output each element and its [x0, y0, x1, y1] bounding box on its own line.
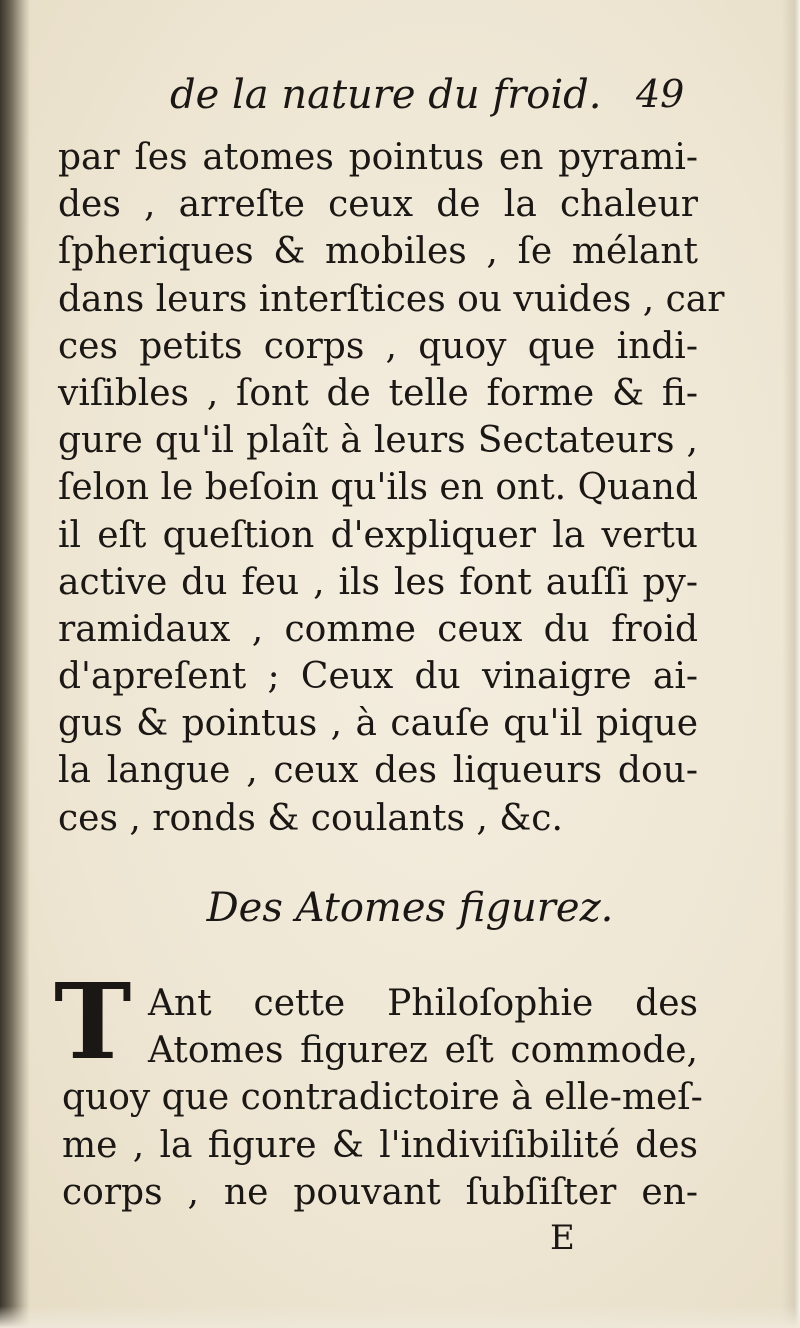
running-head: [170, 66, 710, 126]
text-line: ſpheriques & mobiles , ſe mélant: [58, 231, 698, 273]
section-heading-text: Des Atomes figurez.: [206, 885, 614, 931]
signature-mark: E: [550, 1218, 575, 1258]
page-gutter-shadow: [0, 0, 30, 1328]
text-line: corps , ne pouvant ſubſiſter en-: [62, 1171, 698, 1213]
text-line: ſelon le beſoin qu'ils en ont. Quand: [58, 467, 698, 509]
text-line: Atomes figurez eſt commode,: [148, 1030, 698, 1072]
page-right-edge: [782, 0, 800, 1328]
text-line: me , la figure & l'indiviſibilité des: [62, 1124, 698, 1166]
text-line: d'apreſent ; Ceux du vinaigre ai-: [58, 656, 698, 698]
text-line: Ant cette Philoſophie des: [148, 983, 698, 1024]
section-heading: [0, 880, 800, 936]
text-line: gus & pointus , à cauſe qu'il pique: [58, 703, 698, 745]
text-line: ramidaux , comme ceux du froid: [58, 608, 698, 650]
text-line: dans leurs interſtices ou vuides , car: [58, 278, 725, 320]
text-line: active du feu , ils les font auſſi py-: [58, 561, 698, 603]
text-line: il eſt queſtion d'expliquer la vertu: [58, 514, 698, 556]
drop-cap: T: [54, 960, 132, 1083]
text-line: des , arreſte ceux de la chaleur: [58, 184, 698, 226]
text-line: par ſes atomes pointus en pyrami-: [58, 137, 698, 178]
text-line: viſibles , ſont de telle forme & fi-: [58, 372, 698, 414]
text-line: la langue , ceux des liqueurs dou-: [58, 750, 698, 792]
paragraph-1: [58, 134, 725, 842]
text-line: quoy que contradictoire à elle-meſ-: [62, 1077, 703, 1119]
text-line: ces petits corps , quoy que indi-: [58, 325, 698, 367]
paragraph-2: [62, 980, 703, 1216]
running-head-title: de la nature du froid.: [170, 72, 602, 118]
page-number: 49: [636, 72, 685, 116]
text-line: ces , ronds & coulants , &c.: [58, 797, 563, 839]
page-bottom-edge: [0, 1306, 800, 1328]
text-line: gure qu'il plaît à leurs Sectateurs ,: [58, 420, 698, 462]
